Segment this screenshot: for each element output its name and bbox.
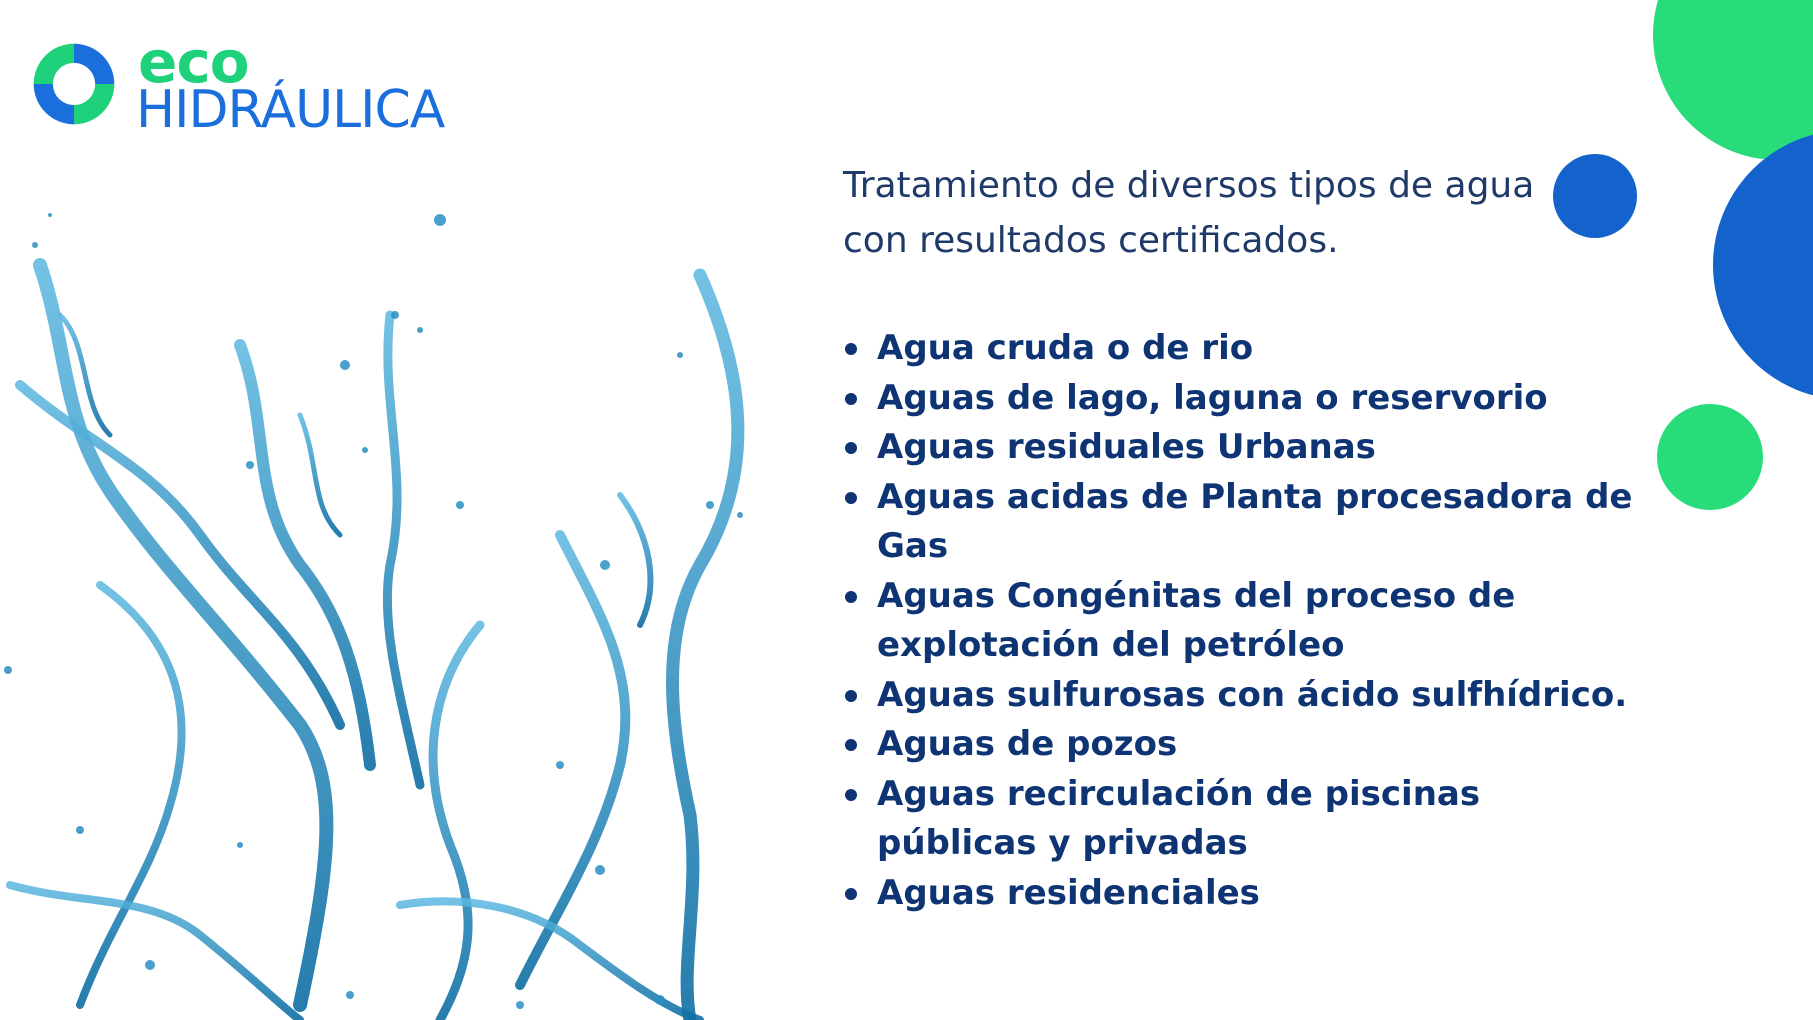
logo-hidraulica-text: HIDRÁULICA bbox=[136, 80, 445, 140]
bullet-icon bbox=[845, 343, 857, 355]
bullet-icon bbox=[845, 442, 857, 454]
brand-logo bbox=[26, 30, 446, 140]
bullet-icon bbox=[845, 690, 857, 702]
recycle-water-logo-icon bbox=[26, 36, 122, 132]
water-splash-image bbox=[0, 205, 790, 1020]
list-item-label: Aguas acidas de Planta procesadora de Gas bbox=[877, 476, 1633, 566]
list-item bbox=[843, 423, 1643, 473]
list-item-label: Aguas de pozos bbox=[877, 724, 1178, 764]
list-item bbox=[843, 374, 1643, 424]
logo-eco-text: eco bbox=[138, 28, 249, 96]
intro-text: Tratamiento de diversos tipos de agua con resultados certificados. bbox=[843, 165, 1535, 261]
bullet-icon bbox=[845, 393, 857, 405]
decorative-green-circle bbox=[1653, 0, 1813, 160]
decorative-small-green-circle bbox=[1657, 404, 1763, 510]
list-item-label: Aguas Congénitas del proceso de explotación del petróleo bbox=[877, 575, 1516, 665]
bullet-icon bbox=[845, 789, 857, 801]
list-item-label: Aguas sulfurosas con ácido sulfhídrico. bbox=[877, 674, 1628, 715]
decorative-blue-circle bbox=[1713, 130, 1813, 400]
bullet-icon bbox=[845, 492, 857, 504]
list-item-label: Aguas residuales Urbanas bbox=[877, 427, 1376, 467]
list-item-label: Aguas recirculación de piscinas públicas y privadas bbox=[877, 773, 1481, 863]
water-types-list bbox=[843, 324, 1643, 918]
list-item bbox=[843, 324, 1643, 374]
bullet-icon bbox=[845, 739, 857, 751]
list-item bbox=[843, 720, 1643, 770]
bullet-icon bbox=[845, 591, 857, 603]
list-item-label: Agua cruda o de rio bbox=[877, 328, 1254, 368]
list-item bbox=[843, 869, 1643, 919]
list-item-label: Aguas residenciales bbox=[877, 872, 1260, 913]
list-item bbox=[843, 572, 1643, 671]
list-item bbox=[843, 770, 1643, 869]
list-item bbox=[843, 473, 1643, 572]
decorative-small-blue-circle bbox=[1553, 154, 1637, 238]
bullet-icon bbox=[845, 888, 857, 900]
list-item bbox=[843, 671, 1643, 721]
list-item-label: Aguas de lago, laguna o reservorio bbox=[877, 377, 1548, 418]
